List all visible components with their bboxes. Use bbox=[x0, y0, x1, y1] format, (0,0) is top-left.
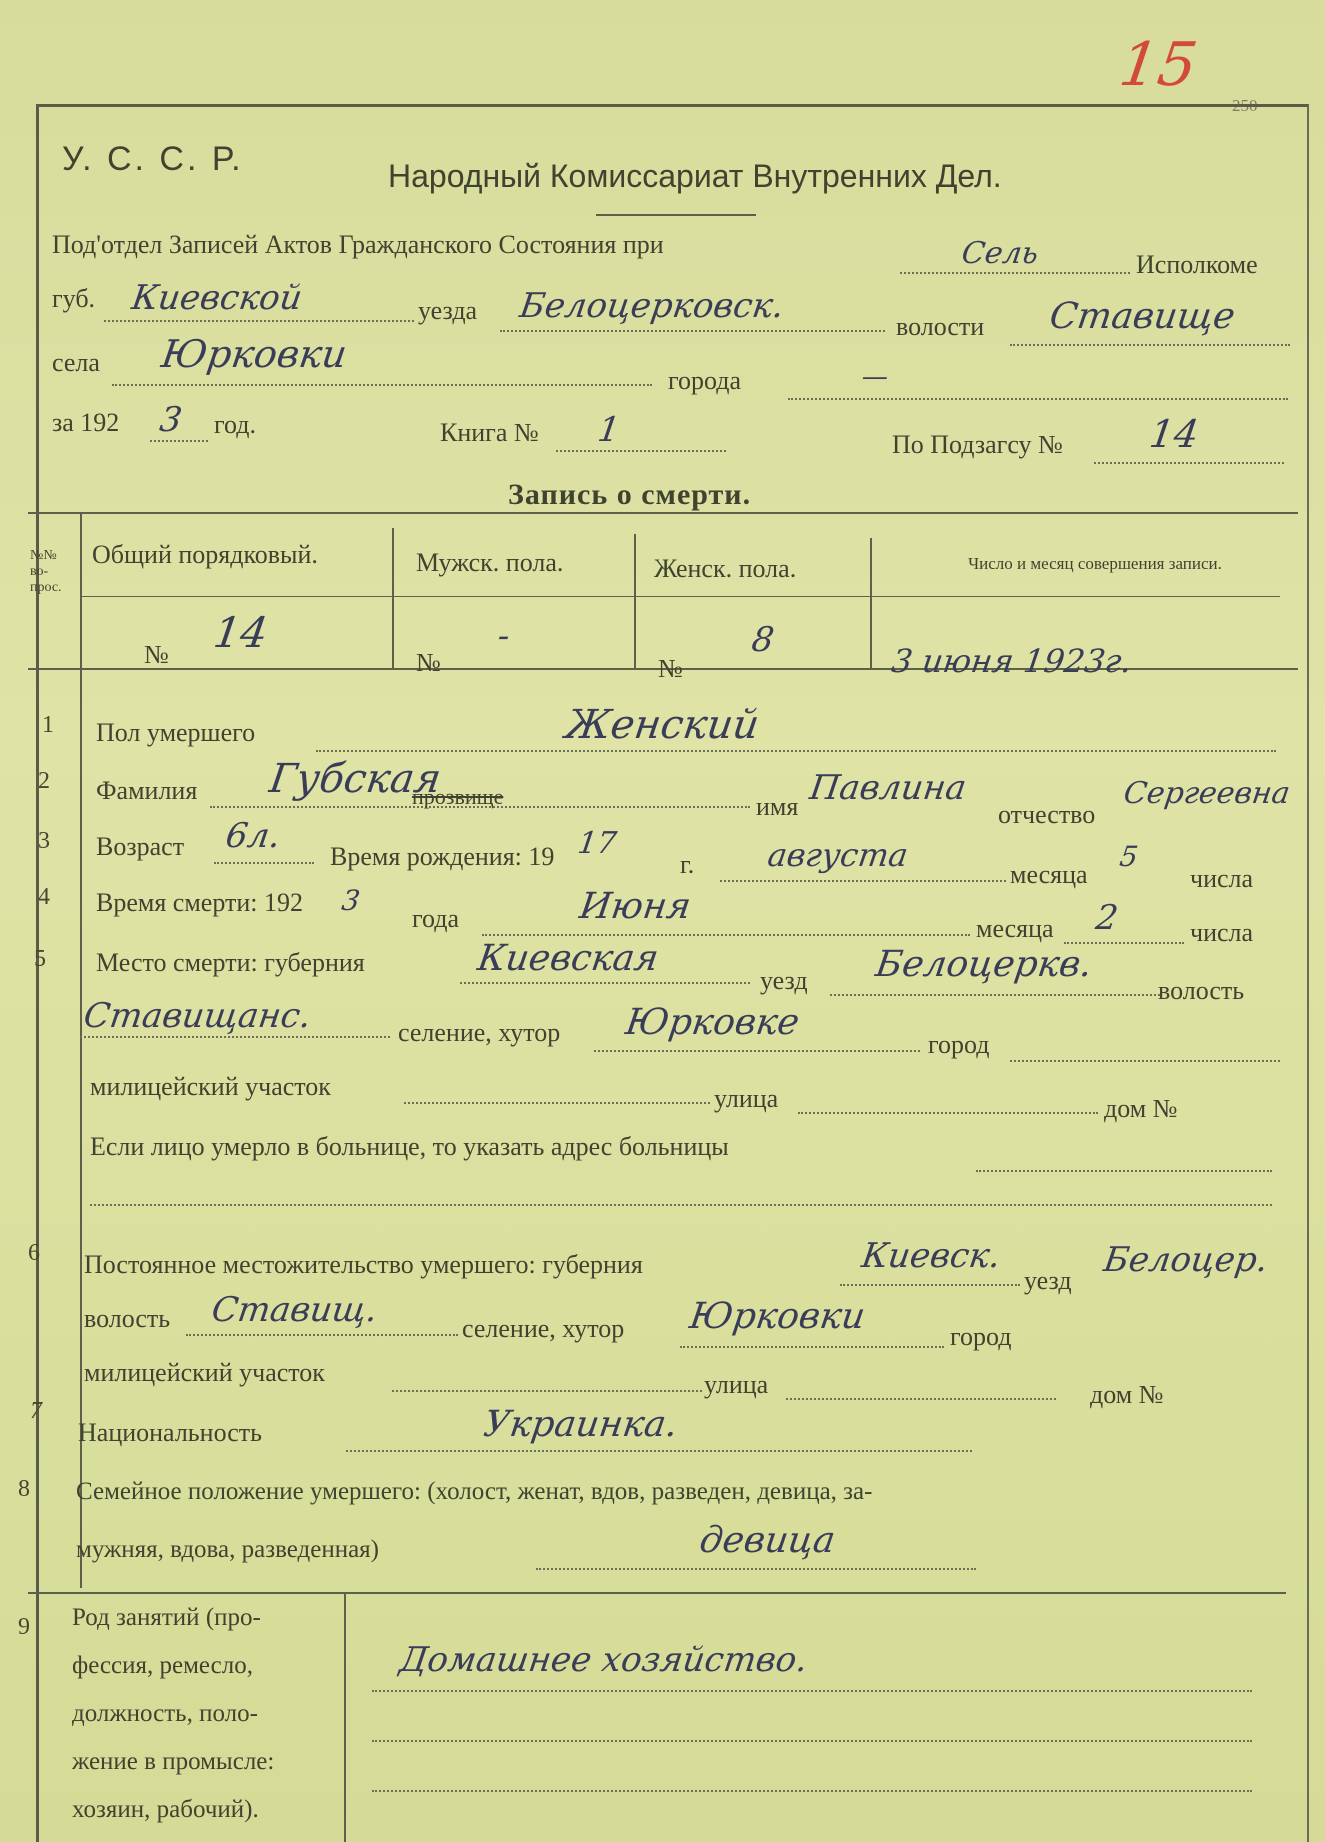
q8-label-line2: мужняя, вдова, разведенная) bbox=[76, 1536, 380, 1563]
gub-value: Киевской bbox=[129, 278, 305, 318]
gorod-value: — bbox=[859, 362, 891, 392]
podzag-value: 14 bbox=[1146, 412, 1202, 456]
q3-number: 3 bbox=[38, 828, 50, 854]
q5-volost-label: волость bbox=[1158, 976, 1245, 1005]
q4-day-label: числа bbox=[1190, 918, 1254, 947]
col-general-header: Общий порядковый. bbox=[92, 540, 318, 569]
q6-volost-label: волость bbox=[84, 1304, 171, 1333]
q3-birth-year: 17 bbox=[575, 826, 619, 861]
uezd-label: уезда bbox=[418, 296, 478, 325]
q5-uezd: Белоцеркв. bbox=[873, 944, 1095, 985]
q6-uezd: Белоцер. bbox=[1101, 1240, 1271, 1280]
q2-value: Губская bbox=[266, 756, 444, 802]
female-no-label: № bbox=[658, 654, 683, 683]
q4-month-label: месяца bbox=[976, 914, 1054, 943]
q8-number: 8 bbox=[18, 1476, 30, 1502]
col-date-header: Число и месяц совершения записи. bbox=[968, 554, 1222, 573]
q2-struck: прозвище bbox=[412, 784, 504, 809]
q1-number: 1 bbox=[42, 712, 54, 738]
gub-label: губ. bbox=[52, 284, 96, 313]
selo-value: Юрковки bbox=[158, 332, 350, 376]
registry-label: Под'отдел Записей Актов Гражданского Состояния при bbox=[52, 230, 664, 259]
male-no-label: № bbox=[416, 648, 441, 677]
q3-day-label: числа bbox=[1190, 864, 1254, 893]
selo-label: села bbox=[52, 348, 100, 377]
q4-day: 2 bbox=[1093, 898, 1121, 938]
q2-name-value: Павлина bbox=[807, 768, 969, 808]
council-suffix: Исполкоме bbox=[1136, 250, 1258, 279]
q5-number: 5 bbox=[34, 946, 46, 972]
archive-number: 15 bbox=[1115, 30, 1202, 100]
col-num-header: №№ во-прос. bbox=[30, 548, 62, 595]
q5-volost: Ставищанс. bbox=[81, 996, 314, 1036]
q6-volost: Ставищ. bbox=[209, 1290, 380, 1330]
q6-uezd-label: уезд bbox=[1024, 1266, 1072, 1295]
q5-gub: Киевская bbox=[475, 938, 662, 979]
q5-uezd-label: уезд bbox=[760, 966, 808, 995]
q3-birth-label: Время рождения: 19 bbox=[330, 842, 555, 871]
q3-value: 6л. bbox=[223, 816, 283, 856]
q5-selo-label: селение, хутор bbox=[398, 1018, 561, 1047]
gorod-label: города bbox=[668, 366, 742, 395]
q6-selo-label: селение, хутор bbox=[462, 1314, 625, 1343]
col-female-header: Женск. пола. bbox=[654, 554, 797, 583]
archive-sub: 250 bbox=[1232, 96, 1258, 115]
q9-label-line-1: Род занятий (про- bbox=[72, 1604, 261, 1631]
q7-number: 7 bbox=[30, 1398, 42, 1424]
q6-number: 6 bbox=[28, 1240, 40, 1266]
year-value: 3 bbox=[157, 400, 185, 440]
council-value: Сель bbox=[959, 236, 1041, 271]
volost-label: волости bbox=[896, 312, 985, 341]
book-label: Книга № bbox=[440, 418, 539, 447]
q2-patr-label: отчество bbox=[998, 800, 1096, 829]
q6-militia-label: милицейский участок bbox=[84, 1358, 325, 1387]
q2-patr-value: Сергеевна bbox=[1121, 776, 1293, 811]
female-value: 8 bbox=[749, 620, 777, 660]
q3-g-label: г. bbox=[680, 850, 695, 879]
q9-label-line-3: должность, поло- bbox=[72, 1700, 258, 1727]
q1-label: Пол умершего bbox=[96, 718, 256, 747]
q6-label: Постоянное местожительство умершего: губерния bbox=[84, 1250, 643, 1279]
q6-street-label: улица bbox=[704, 1370, 769, 1399]
q3-month-label: месяца bbox=[1010, 860, 1088, 889]
q2-number: 2 bbox=[38, 768, 50, 794]
q4-year-label: года bbox=[412, 904, 460, 933]
commissariat-title: Народный Комиссариат Внутренних Дел. bbox=[388, 158, 1002, 194]
q5-street-label: улица bbox=[714, 1084, 779, 1113]
q8-label-line1: Семейное положение умершего: (холост, женат, вдов, разведен, девица, за- bbox=[76, 1478, 873, 1505]
q5-selo: Юрковке bbox=[623, 1002, 802, 1043]
book-value: 1 bbox=[595, 410, 623, 450]
q5-house-label: дом № bbox=[1104, 1094, 1178, 1123]
q6-selo: Юрковки bbox=[687, 1296, 868, 1337]
q9-value: Домашнее хозяйство. bbox=[397, 1640, 810, 1680]
q4-number: 4 bbox=[38, 884, 50, 910]
q3-birth-month: августа bbox=[765, 836, 911, 874]
q3-birth-day: 5 bbox=[1117, 840, 1141, 873]
year-label-suffix: год. bbox=[214, 410, 256, 439]
q9-label-line-2: фессия, ремесло, bbox=[72, 1652, 253, 1679]
uezd-value: Белоцерковск. bbox=[517, 286, 787, 326]
q3-label: Возраст bbox=[96, 832, 185, 861]
q9-label-line-4: жение в промысле: bbox=[72, 1748, 275, 1775]
q4-label: Время смерти: 192 bbox=[96, 888, 303, 917]
q6-gorod-label: город bbox=[950, 1322, 1012, 1351]
record-title: Запись о смерти. bbox=[508, 478, 752, 511]
q5-militia-label: милицейский участок bbox=[90, 1072, 331, 1101]
q9-label-line-5: хозяин, рабочий). bbox=[72, 1796, 259, 1823]
q7-value: Украинка. bbox=[481, 1404, 681, 1445]
col-male-header: Мужск. пола. bbox=[416, 548, 564, 577]
q1-value: Женский bbox=[562, 702, 763, 748]
q4-year: 3 bbox=[339, 884, 363, 917]
q2-name-label: имя bbox=[756, 792, 799, 821]
q7-label: Национальность bbox=[78, 1418, 262, 1447]
volost-value: Ставище bbox=[1047, 296, 1238, 337]
q6-gub: Киевск. bbox=[859, 1236, 1004, 1276]
q8-value: девица bbox=[697, 1520, 838, 1561]
year-label-prefix: за 192 bbox=[52, 408, 120, 437]
q5-label: Место смерти: губерния bbox=[96, 948, 365, 977]
general-no-label: № bbox=[144, 640, 169, 669]
q5-hospital-label: Если лицо умерло в больнице, то указать адрес больницы bbox=[90, 1132, 729, 1161]
republic-title: У. С. С. Р. bbox=[62, 140, 244, 178]
date-value: 3 июня 1923г. bbox=[889, 642, 1135, 680]
q9-number: 9 bbox=[18, 1614, 30, 1640]
general-value: 14 bbox=[210, 608, 271, 657]
male-value: - bbox=[495, 616, 513, 656]
podzag-label: По Подзагсу № bbox=[892, 430, 1063, 459]
q2-label: Фамилия bbox=[96, 776, 198, 805]
q6-house-label: дом № bbox=[1090, 1380, 1164, 1409]
q5-gorod-label: город bbox=[928, 1030, 990, 1059]
q4-month: Июня bbox=[577, 886, 694, 927]
